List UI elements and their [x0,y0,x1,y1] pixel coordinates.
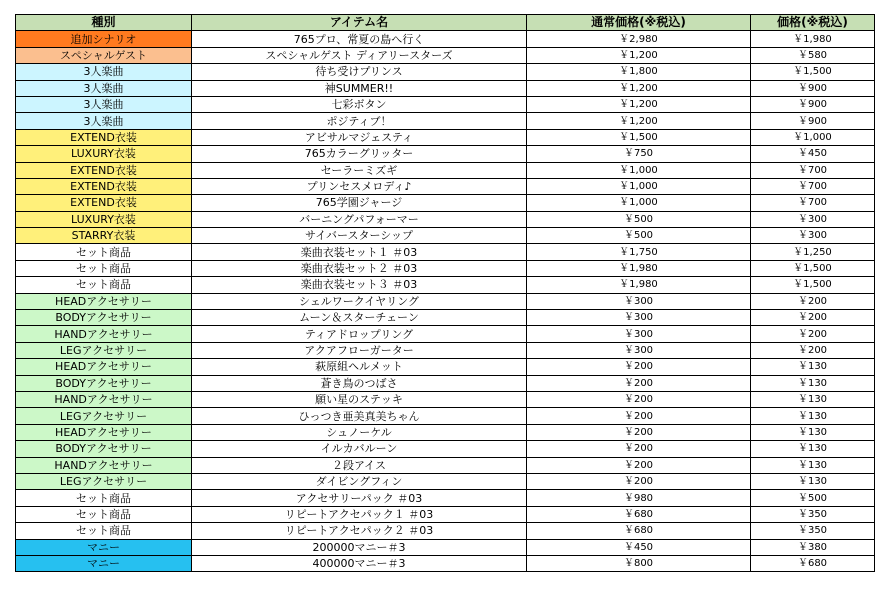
header-row [16,15,875,31]
item-name-cell: 765学園ジャージ [192,195,527,211]
regular-price-cell: ￥1,200 [527,96,751,112]
table-row [16,96,875,112]
table-row [16,523,875,539]
item-name-cell: セーラーミズギ [192,162,527,178]
regular-price-cell: ￥300 [527,310,751,326]
table-row [16,555,875,571]
category-cell: EXTEND衣装 [16,162,192,178]
category-cell: BODYアクセサリー [16,310,192,326]
item-name-cell: サイバースターシップ [192,228,527,244]
price-cell: ￥200 [751,293,875,309]
table-row [16,375,875,391]
item-name-cell: 200000マニー＃3 [192,539,527,555]
item-name-cell: 神SUMMER!! [192,80,527,96]
price-cell: ￥580 [751,47,875,63]
table-row [16,162,875,178]
header-category: 種別 [16,15,192,31]
price-cell: ￥1,500 [751,64,875,80]
table-row [16,408,875,424]
regular-price-cell: ￥300 [527,342,751,358]
header-price: 価格(※税込) [751,15,875,31]
price-cell: ￥1,000 [751,129,875,145]
price-cell: ￥130 [751,408,875,424]
price-cell: ￥1,250 [751,244,875,260]
table-row [16,490,875,506]
table-row [16,260,875,276]
category-cell: EXTEND衣装 [16,195,192,211]
regular-price-cell: ￥200 [527,424,751,440]
table-row [16,129,875,145]
item-name-cell: ダイビングフィン [192,473,527,489]
table-row [16,113,875,129]
category-cell: LEGアクセサリー [16,408,192,424]
price-cell: ￥130 [751,359,875,375]
table-row [16,441,875,457]
item-name-cell: ティアドロップリング [192,326,527,342]
category-cell: BODYアクセサリー [16,375,192,391]
regular-price-cell: ￥450 [527,539,751,555]
item-name-cell: 萩原組ヘルメット [192,359,527,375]
item-name-cell: アクセサリーパック ＃03 [192,490,527,506]
category-cell: 3人楽曲 [16,80,192,96]
item-name-cell: 楽曲衣装セット３ ＃03 [192,277,527,293]
table-row [16,277,875,293]
category-cell: LEGアクセサリー [16,473,192,489]
category-cell: HANDアクセサリー [16,457,192,473]
regular-price-cell: ￥200 [527,473,751,489]
price-cell: ￥300 [751,228,875,244]
category-cell: セット商品 [16,490,192,506]
regular-price-cell: ￥1,000 [527,195,751,211]
category-cell: BODYアクセサリー [16,441,192,457]
price-cell: ￥1,500 [751,260,875,276]
table-row [16,64,875,80]
price-cell: ￥130 [751,424,875,440]
regular-price-cell: ￥2,980 [527,31,751,47]
price-cell: ￥900 [751,96,875,112]
regular-price-cell: ￥1,000 [527,162,751,178]
item-name-cell: ポジティブ！ [192,113,527,129]
regular-price-cell: ￥800 [527,555,751,571]
item-name-cell: 765プロ、常夏の島へ行く [192,31,527,47]
item-name-cell: 蒼き鳥のつばさ [192,375,527,391]
price-cell: ￥900 [751,113,875,129]
price-cell: ￥1,980 [751,31,875,47]
category-cell: マニー [16,539,192,555]
item-name-cell: ひっつき亜美真美ちゃん [192,408,527,424]
category-cell: セット商品 [16,506,192,522]
regular-price-cell: ￥1,200 [527,47,751,63]
table-row [16,178,875,194]
price-cell: ￥700 [751,178,875,194]
category-cell: 追加シナリオ [16,31,192,47]
table-row [16,539,875,555]
table-row [16,424,875,440]
item-name-cell: 待ち受けプリンス [192,64,527,80]
category-cell: HEADアクセサリー [16,359,192,375]
price-cell: ￥450 [751,146,875,162]
item-name-cell: シェルワークイヤリング [192,293,527,309]
category-cell: 3人楽曲 [16,64,192,80]
category-cell: HEADアクセサリー [16,293,192,309]
table-row [16,47,875,63]
regular-price-cell: ￥500 [527,228,751,244]
table-row [16,506,875,522]
price-cell: ￥300 [751,211,875,227]
category-cell: セット商品 [16,277,192,293]
item-name-cell: プリンセスメロディ♪ [192,178,527,194]
price-cell: ￥350 [751,506,875,522]
regular-price-cell: ￥980 [527,490,751,506]
regular-price-cell: ￥300 [527,293,751,309]
category-cell: セット商品 [16,244,192,260]
price-cell: ￥500 [751,490,875,506]
regular-price-cell: ￥200 [527,408,751,424]
item-name-cell: アクアフローガーター [192,342,527,358]
price-cell: ￥200 [751,310,875,326]
regular-price-cell: ￥1,500 [527,129,751,145]
category-cell: LUXURY衣装 [16,211,192,227]
item-name-cell: 400000マニー＃3 [192,555,527,571]
table-row [16,457,875,473]
regular-price-cell: ￥1,980 [527,277,751,293]
category-cell: HANDアクセサリー [16,326,192,342]
item-name-cell: 765カラーグリッター [192,146,527,162]
item-name-cell: シュノーケル [192,424,527,440]
regular-price-cell: ￥750 [527,146,751,162]
regular-price-cell: ￥500 [527,211,751,227]
price-table [15,14,875,572]
table-body [16,31,875,572]
category-cell: スペシャルゲスト [16,47,192,63]
regular-price-cell: ￥200 [527,375,751,391]
price-cell: ￥900 [751,80,875,96]
regular-price-cell: ￥1,200 [527,113,751,129]
table-row [16,146,875,162]
item-name-cell: 楽曲衣装セット２ ＃03 [192,260,527,276]
regular-price-cell: ￥680 [527,523,751,539]
price-table-container [15,14,875,572]
table-row [16,310,875,326]
item-name-cell: スペシャルゲスト ディアリースターズ [192,47,527,63]
header-item-name: アイテム名 [192,15,527,31]
category-cell: 3人楽曲 [16,96,192,112]
table-row [16,391,875,407]
table-row [16,31,875,47]
price-cell: ￥200 [751,326,875,342]
table-header [16,15,875,31]
category-cell: EXTEND衣装 [16,129,192,145]
item-name-cell: ムーン＆スターチェーン [192,310,527,326]
table-row [16,195,875,211]
table-row [16,473,875,489]
regular-price-cell: ￥200 [527,391,751,407]
item-name-cell: ２段アイス [192,457,527,473]
category-cell: EXTEND衣装 [16,178,192,194]
price-cell: ￥200 [751,342,875,358]
price-cell: ￥380 [751,539,875,555]
price-cell: ￥130 [751,391,875,407]
regular-price-cell: ￥1,000 [527,178,751,194]
item-name-cell: リピートアクセパック２ ＃03 [192,523,527,539]
category-cell: セット商品 [16,260,192,276]
category-cell: HANDアクセサリー [16,391,192,407]
category-cell: マニー [16,555,192,571]
category-cell: LEGアクセサリー [16,342,192,358]
table-row [16,326,875,342]
price-cell: ￥130 [751,441,875,457]
item-name-cell: 楽曲衣装セット１ ＃03 [192,244,527,260]
price-cell: ￥700 [751,162,875,178]
regular-price-cell: ￥1,980 [527,260,751,276]
price-cell: ￥1,500 [751,277,875,293]
item-name-cell: アビサルマジェスティ [192,129,527,145]
item-name-cell: 七彩ボタン [192,96,527,112]
category-cell: LUXURY衣装 [16,146,192,162]
regular-price-cell: ￥200 [527,441,751,457]
table-row [16,211,875,227]
regular-price-cell: ￥200 [527,359,751,375]
price-cell: ￥680 [751,555,875,571]
price-cell: ￥700 [751,195,875,211]
regular-price-cell: ￥200 [527,457,751,473]
regular-price-cell: ￥1,200 [527,80,751,96]
table-row [16,293,875,309]
header-regular-price: 通常価格(※税込) [527,15,751,31]
table-row [16,342,875,358]
price-cell: ￥350 [751,523,875,539]
price-cell: ￥130 [751,457,875,473]
table-row [16,244,875,260]
item-name-cell: イルカバルーン [192,441,527,457]
item-name-cell: バーニングパフォーマー [192,211,527,227]
table-row [16,359,875,375]
category-cell: 3人楽曲 [16,113,192,129]
regular-price-cell: ￥680 [527,506,751,522]
regular-price-cell: ￥1,750 [527,244,751,260]
table-row [16,228,875,244]
table-row [16,80,875,96]
category-cell: セット商品 [16,523,192,539]
item-name-cell: リピートアクセパック１ ＃03 [192,506,527,522]
item-name-cell: 願い星のステッキ [192,391,527,407]
regular-price-cell: ￥1,800 [527,64,751,80]
regular-price-cell: ￥300 [527,326,751,342]
price-cell: ￥130 [751,375,875,391]
price-cell: ￥130 [751,473,875,489]
category-cell: STARRY衣装 [16,228,192,244]
category-cell: HEADアクセサリー [16,424,192,440]
